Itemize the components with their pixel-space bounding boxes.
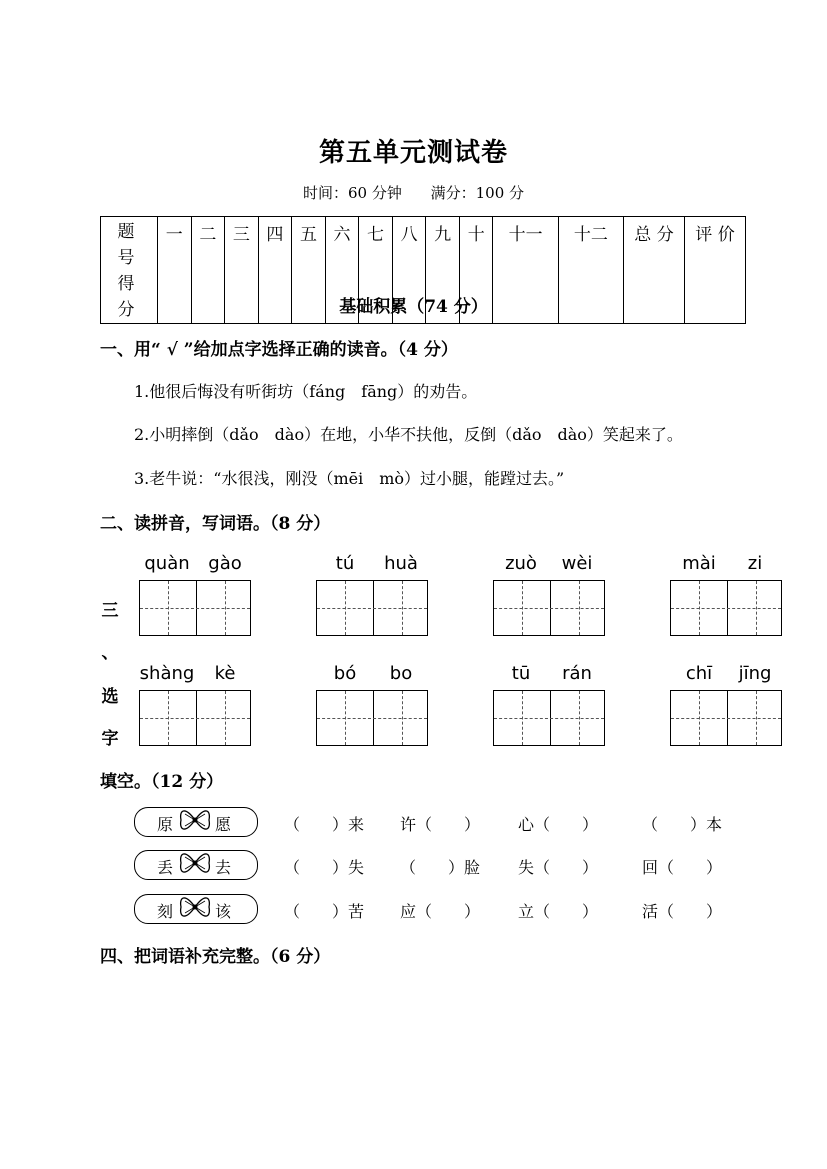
score-col: 一	[158, 217, 192, 324]
bow-icon	[177, 802, 213, 838]
char-left: 原	[157, 815, 174, 834]
row-head-score: 得 分	[117, 274, 141, 320]
char-left: 丢	[157, 858, 174, 877]
q1-item: 3.老牛说：“水很浅，刚没（mēi mò）过小腿，能蹚过去。”	[134, 469, 565, 488]
exam-time: 时间：60 分钟	[302, 184, 402, 202]
pinyin: quàn	[144, 553, 190, 574]
page-title: 第五单元测试卷	[318, 138, 508, 168]
bow-icon	[177, 845, 213, 881]
tianzige-box[interactable]	[670, 690, 782, 746]
char-pair-bubble	[134, 850, 258, 880]
pinyin: chī	[685, 663, 713, 684]
pinyin: bó	[333, 663, 357, 684]
pinyin: shàng	[139, 663, 195, 684]
blank-item[interactable]: （ ）脸	[400, 858, 481, 877]
q1-item: 1.他很后悔没有听街坊（fáng fāng）的劝告。	[134, 382, 478, 401]
pinyin: zuò	[505, 553, 537, 574]
row-head-number: 题 号	[117, 222, 141, 268]
blank-item[interactable]: 立（ ）	[518, 902, 599, 921]
part-title: 基础积累（74 分）	[339, 297, 488, 317]
q3-title: 填空。（12 分）	[100, 772, 224, 792]
tianzige-box[interactable]	[139, 690, 251, 746]
pinyin: tú	[335, 553, 355, 574]
pinyin: jīng	[738, 663, 772, 684]
char-pair-bubble	[134, 894, 258, 924]
pinyin: wèi	[561, 553, 593, 574]
blank-item[interactable]: （ ）来	[284, 815, 365, 834]
blank-item[interactable]: （ ）苦	[284, 902, 365, 921]
pinyin: rán	[562, 663, 592, 684]
tianzige-box[interactable]	[139, 580, 251, 636]
char-left: 刻	[157, 902, 174, 921]
score-col: 九	[426, 217, 460, 324]
blank-item[interactable]: 失（ ）	[518, 858, 599, 877]
pinyin: zi	[747, 553, 763, 574]
pinyin: huà	[384, 553, 418, 574]
score-col: 十	[459, 217, 493, 324]
score-col: 四	[258, 217, 292, 324]
blank-item[interactable]: 心（ ）	[518, 815, 599, 834]
tianzige-box[interactable]	[670, 580, 782, 636]
score-col: 十一	[493, 217, 558, 324]
q4-title: 四、把词语补充完整。（6 分）	[100, 947, 331, 967]
score-col: 五	[292, 217, 326, 324]
exam-meta	[0, 182, 827, 203]
score-col: 六	[325, 217, 359, 324]
char-right: 去	[215, 858, 232, 877]
blank-item[interactable]: 许（ ）	[400, 815, 481, 834]
q3-vertical-char: 选	[101, 687, 119, 707]
score-col-total: 总 分	[624, 217, 685, 324]
char-right: 该	[215, 902, 232, 921]
pinyin: gào	[208, 553, 242, 574]
char-pair-bubble	[134, 807, 258, 837]
score-col: 十二	[558, 217, 623, 324]
q3-vertical-char: 字	[101, 729, 119, 749]
blank-item[interactable]: 应（ ）	[400, 902, 481, 921]
blank-item[interactable]: （ ）失	[284, 858, 365, 877]
tianzige-box[interactable]	[493, 580, 605, 636]
tianzige-box[interactable]	[493, 690, 605, 746]
tianzige-box[interactable]	[316, 690, 428, 746]
blank-item[interactable]: 回（ ）	[642, 858, 723, 877]
score-col-eval: 评 价	[685, 217, 746, 324]
pinyin: bo	[389, 663, 413, 684]
score-col: 八	[392, 217, 426, 324]
score-col: 三	[225, 217, 259, 324]
score-col: 二	[191, 217, 225, 324]
q3-vertical-char: 、	[101, 643, 119, 663]
exam-full-score: 满分：100 分	[430, 184, 525, 202]
score-col: 七	[359, 217, 393, 324]
pinyin: tū	[511, 663, 531, 684]
char-right: 愿	[215, 815, 232, 834]
q3-vertical-char: 三	[101, 601, 119, 621]
bow-icon	[177, 889, 213, 925]
blank-item[interactable]: 活（ ）	[642, 902, 723, 921]
q1-title: 一、用“ √ ”给加点字选择正确的读音。（4 分）	[100, 340, 458, 360]
q2-title: 二、读拼音，写词语。（8 分）	[100, 514, 331, 534]
pinyin: kè	[214, 663, 236, 684]
blank-item[interactable]: （ ）本	[642, 815, 723, 834]
pinyin: mài	[682, 553, 716, 574]
tianzige-box[interactable]	[316, 580, 428, 636]
q1-item: 2.小明摔倒（dǎo dào）在地，小华不扶他，反倒（dǎo dào）笑起来了。	[134, 425, 683, 444]
